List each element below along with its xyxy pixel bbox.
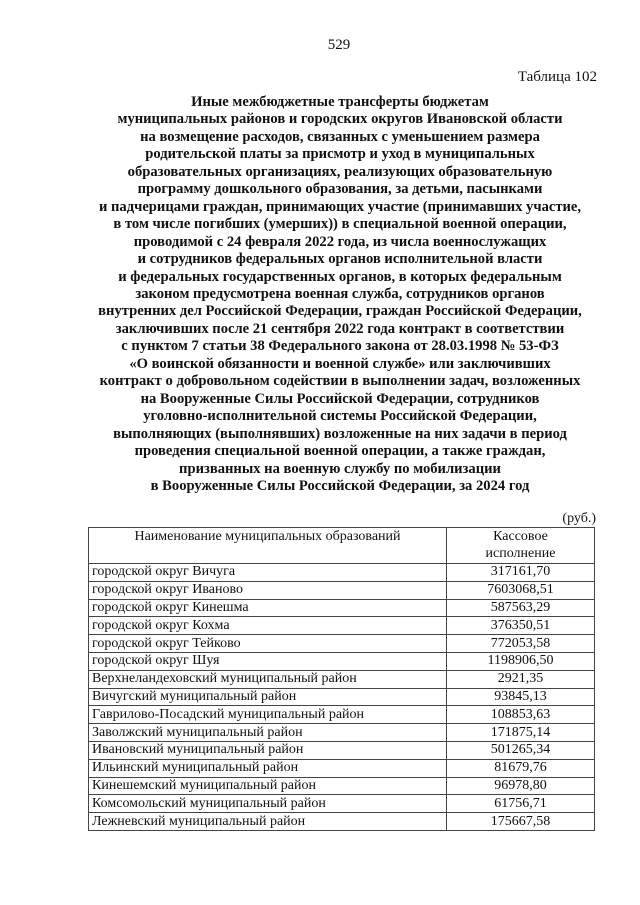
title-line: законом предусмотрена военная служба, сотрудников органов xyxy=(135,285,545,302)
municipality-name: Верхнеландеховский муниципальный район xyxy=(89,670,447,688)
title-line: внутренних дел Российской Федерации, граждан Российской Федерации, xyxy=(98,303,582,320)
cash-execution-value: 81679,76 xyxy=(447,759,595,777)
cash-execution-value: 7603068,51 xyxy=(447,581,595,599)
title-line: проведения специальной военной операции, а также граждан, xyxy=(134,443,546,460)
table-row xyxy=(89,652,595,670)
municipality-name: городской округ Тейково xyxy=(89,635,447,653)
municipality-name: городской округ Кохма xyxy=(89,617,447,635)
municipality-name: Комсомольский муниципальный район xyxy=(89,795,447,813)
header-value-line1: Кассовое xyxy=(493,529,548,544)
table-label: Таблица 102 xyxy=(517,69,597,85)
municipality-name: Вичугский муниципальный район xyxy=(89,688,447,706)
title-line: и федеральных государственных органов, в которых федеральным xyxy=(118,268,562,285)
cash-execution-value: 1198906,50 xyxy=(447,652,595,670)
cash-execution-value: 171875,14 xyxy=(447,724,595,742)
municipality-name: городской округ Вичуга xyxy=(89,564,447,582)
title-line: заключивших после 21 сентября 2022 года контракт в соответствии xyxy=(115,320,565,337)
municipality-name: городской округ Шуя xyxy=(89,652,447,670)
municipality-name: городской округ Иваново xyxy=(89,581,447,599)
table-row xyxy=(89,581,595,599)
table-row xyxy=(89,670,595,688)
table-row xyxy=(89,777,595,795)
cash-execution-value: 96978,80 xyxy=(447,777,595,795)
cash-execution-value: 2921,35 xyxy=(447,670,595,688)
municipality-name: Гаврилово-Посадский муниципальный район xyxy=(89,706,447,724)
cash-execution-value: 108853,63 xyxy=(447,706,595,724)
title-line: родительской платы за присмотр и уход в муниципальных xyxy=(145,146,535,163)
table-row xyxy=(89,795,595,813)
cash-execution-value: 772053,58 xyxy=(447,635,595,653)
municipality-name: Кинешемский муниципальный район xyxy=(89,777,447,795)
header-value-line2: исполнение xyxy=(485,546,556,561)
document-title xyxy=(70,94,610,495)
table-row xyxy=(89,688,595,706)
municipality-name: Заволжский муниципальный район xyxy=(89,724,447,742)
title-line: на Вооруженные Силы Российской Федерации, сотрудников xyxy=(140,390,540,407)
cash-execution-value: 587563,29 xyxy=(447,599,595,617)
header-value xyxy=(447,528,595,564)
table-row xyxy=(89,617,595,635)
cash-execution-value: 61756,71 xyxy=(447,795,595,813)
title-line: и сотрудников федеральных органов исполнительной власти xyxy=(137,251,543,268)
title-line: и падчерицами граждан, принимающих участие (принимавших участие, xyxy=(98,198,582,215)
cash-execution-value: 175667,58 xyxy=(447,813,595,831)
title-line: образовательных организациях, реализующих образовательную xyxy=(127,163,553,180)
cash-execution-value: 501265,34 xyxy=(447,741,595,759)
title-line: с пунктом 7 статьи 38 Федерального закона от 28.03.1998 № 53-ФЗ xyxy=(121,338,559,355)
title-line: контракт о добровольном содействии в выполнении задач, возложенных xyxy=(99,373,581,390)
title-line: уголовно-исполнительной системы Российской Федерации, xyxy=(143,408,537,425)
title-line: «О воинской обязанности и военной службе» или заключивших xyxy=(129,355,551,372)
table-row xyxy=(89,759,595,777)
title-line: муниципальных районов и городских округов Ивановской области xyxy=(117,111,563,128)
page-number: 529 xyxy=(327,37,351,53)
title-line: призванных на военную службу по мобилизации xyxy=(179,460,501,477)
cash-execution-value: 93845,13 xyxy=(447,688,595,706)
table-row xyxy=(89,599,595,617)
title-line: Иные межбюджетные трансферты бюджетам xyxy=(191,94,489,110)
municipality-name: Ивановский муниципальный район xyxy=(89,741,447,759)
title-line: на возмещение расходов, связанных с уменьшением размера xyxy=(140,128,540,145)
table-row xyxy=(89,724,595,742)
table-row xyxy=(89,813,595,831)
units-label: (руб.) xyxy=(562,511,596,526)
municipality-name: Лежневский муниципальный район xyxy=(89,813,447,831)
municipality-name: Ильинский муниципальный район xyxy=(89,759,447,777)
title-line: в Вооруженные Силы Российской Федерации, за 2024 год xyxy=(150,477,530,494)
table-header-row xyxy=(89,528,595,564)
title-line: проводимой с 24 февраля 2022 года, из числа военнослужащих xyxy=(133,233,547,250)
title-line: программу дошкольного образования, за детьми, пасынками xyxy=(137,181,543,198)
header-name: Наименование муниципальных образований xyxy=(89,528,447,564)
table-row xyxy=(89,741,595,759)
title-line: в том числе погибших (умерших)) в специальной военной операции, xyxy=(113,216,567,233)
cash-execution-value: 317161,70 xyxy=(447,564,595,582)
transfers-table xyxy=(88,527,595,831)
table-row xyxy=(89,564,595,582)
table-row xyxy=(89,706,595,724)
title-line: выполняющих (выполнявших) возложенные на них задачи в период xyxy=(113,425,567,442)
municipality-name: городской округ Кинешма xyxy=(89,599,447,617)
table-row xyxy=(89,635,595,653)
cash-execution-value: 376350,51 xyxy=(447,617,595,635)
